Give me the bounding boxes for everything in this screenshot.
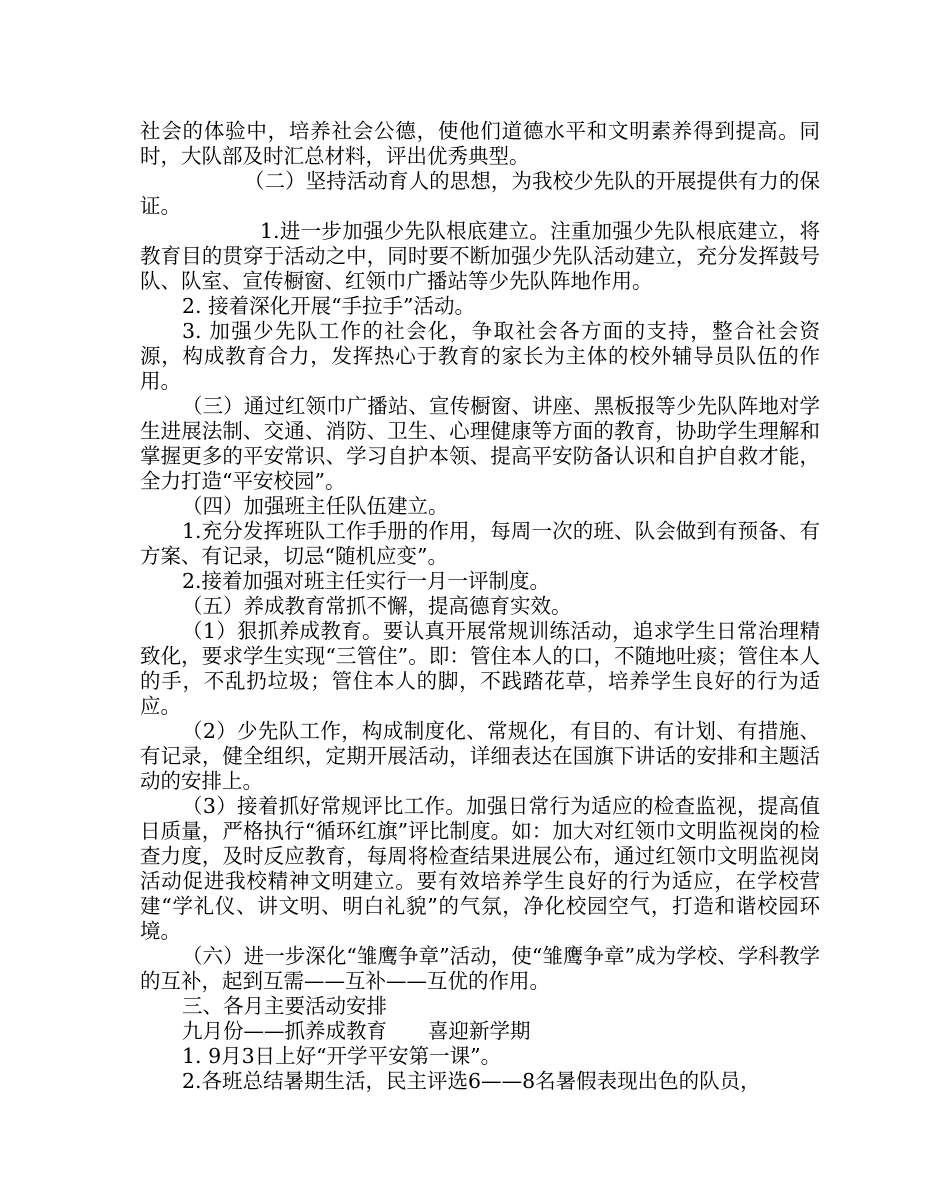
section-heading: 三、各月主要活动安排 [182, 994, 387, 1018]
month-heading: 九月份——抓养成教育 喜迎新学期 [182, 1019, 531, 1043]
paragraph-11: （1）狠抓养成教育。要认真开展常规训练活动，追求学生日常治理精致化，要求学生实现“三管住”。即：管住本人的口，不随地吐痰；管住本人的手，不乱扔垃圾；管住本人的脚，不践踏花草，培养学生良好的行为适应。 [140, 619, 820, 718]
paragraph-12: （2）少先队工作，构成制度化、常规化，有目的、有计划、有措施、有记录，健全组织，定期开展活动，详细表达在国旗下讲话的安排和主题活动的安排上。 [140, 719, 820, 793]
paragraph-13: （3）接着抓好常规评比工作。加强日常行为适应的检查监视，提高值日质量，严格执行“循环红旗”评比制度。如：加大对红领巾文明监视岗的检查力度，及时反应教育，每周将检查结果进展公布，通过红领巾文明监视岗活动促进我校精神文明建立。要有效培养学生良好的行为适应，在学校营建“学礼仪、讲文明、明白礼貌”的气氛，净化校园空气，打造和谐校园环境。 [140, 794, 820, 943]
paragraph-10: （五）养成教育常抓不懈，提高德育实效。 [182, 594, 572, 618]
document-body [140, 119, 820, 1094]
paragraph-8: 1.充分发挥班队工作手册的作用，每周一次的班、队会做到有预备、有方案、有记录，切忌“随机应变”。 [140, 519, 820, 568]
paragraph-18: 2.各班总结暑期生活，民主评选6——8名暑假表现出色的队员， [182, 1069, 761, 1093]
paragraph-7: （四）加强班主任队伍建立。 [182, 494, 449, 518]
paragraph-4: 2. 接着深化开展“手拉手”活动。 [182, 294, 476, 318]
paragraph-14: （六）进一步深化“雏鹰争章”活动，使“雏鹰争章”成为学校、学科教学的互补，起到互需——互补——互优的作用。 [140, 944, 820, 993]
paragraph-6: （三）通过红领巾广播站、宣传橱窗、讲座、黑板报等少先队阵地对学生进展法制、交通、消防、卫生、心理健康等方面的教育，协助学生理解和掌握更多的平安常识、学习自护本领、提高平安防备认识和自护自救才能，全力打造“平安校园”。 [140, 394, 820, 493]
paragraph-3: 1.进一步加强少先队根底建立。注重加强少先队根底建立，将教育目的贯穿于活动之中，同时要不断加强少先队活动建立，充分发挥鼓号队、队室、宣传橱窗、红领巾广播站等少先队阵地作用。 [140, 219, 820, 293]
paragraph-1: 社会的体验中，培养社会公德，使他们道德水平和文明素养得到提高。同时，大队部及时汇总材料，评出优秀典型。 [140, 119, 820, 168]
paragraph-5: 3. 加强少先队工作的社会化，争取社会各方面的支持，整合社会资源，构成教育合力，发挥热心于教育的家长为主体的校外辅导员队伍的作用。 [140, 319, 820, 393]
paragraph-17: 1. 9月3日上好“开学平安第一课”。 [182, 1044, 502, 1068]
paragraph-9: 2.接着加强对班主任实行一月一评制度。 [182, 569, 551, 593]
paragraph-2: （二）坚持活动育人的思想，为我校少先队的开展提供有力的保证。 [140, 169, 820, 218]
